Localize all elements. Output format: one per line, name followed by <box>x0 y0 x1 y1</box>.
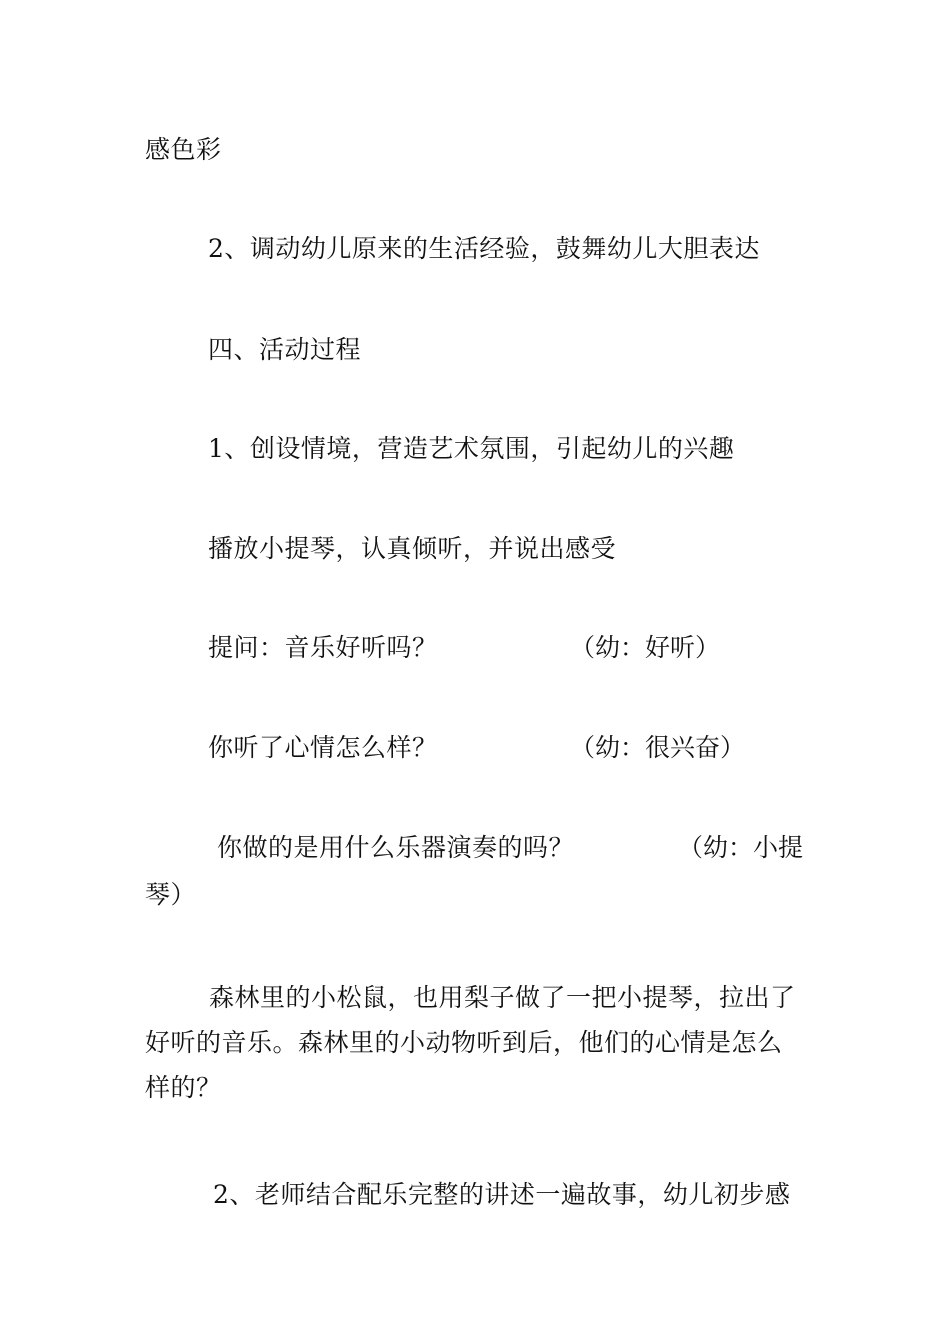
question-line: 你做的是用什么乐器演奏的吗？ <box>217 833 575 862</box>
text-line: 2、老师结合配乐完整的讲述一遍故事，幼儿初步感 <box>213 1180 791 1209</box>
story-paragraph: 森林里的小松鼠，也用梨子做了一把小提琴，拉出了好听的音乐。森林里的小动物听到后，他们的心情是怎么样的？ <box>145 983 796 1102</box>
question-line: 你听了心情怎么样？ <box>208 733 438 762</box>
question-line: 提问：音乐好听吗？ <box>208 633 438 662</box>
answer-text-continued: 琴） <box>145 880 197 909</box>
answer-text: （幼：好听） <box>570 633 721 662</box>
text-line: 1、创设情境，营造艺术氛围，引起幼儿的兴趣 <box>208 434 735 463</box>
text-line: 播放小提琴，认真倾听，并说出感受 <box>208 534 617 563</box>
section-heading: 四、活动过程 <box>208 335 362 364</box>
text-line: 2、调动幼儿原来的生活经验，鼓舞幼儿大胆表达 <box>208 234 760 263</box>
answer-text: （幼：很兴奋） <box>570 733 746 762</box>
text-line: 感色彩 <box>145 135 222 164</box>
answer-text: （幼：小提 <box>678 833 804 862</box>
